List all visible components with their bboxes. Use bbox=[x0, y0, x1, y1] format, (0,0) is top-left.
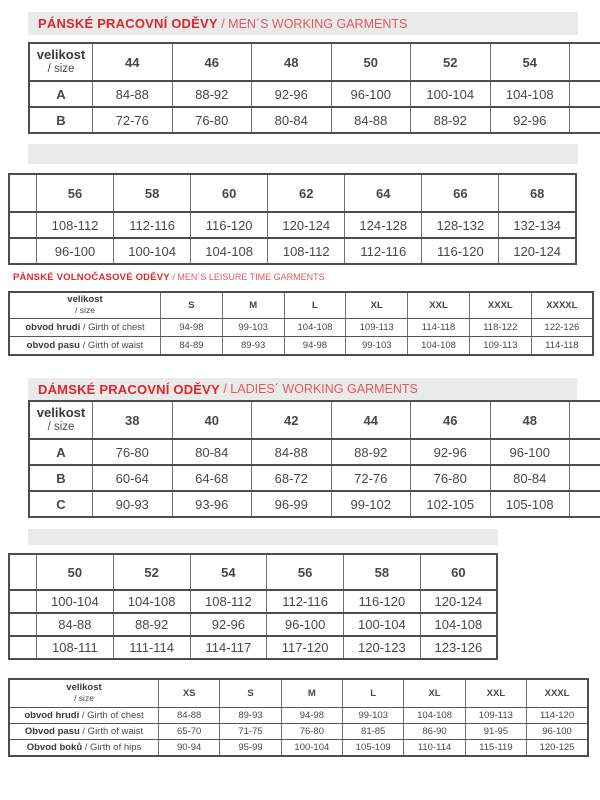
row-label-cz: obvod hrudi bbox=[25, 322, 81, 333]
size-value-cell: 94-98 bbox=[281, 708, 342, 724]
size-value-cell: 111-114 bbox=[113, 636, 190, 659]
ladies-measurements-table bbox=[8, 678, 589, 757]
row-label-cell bbox=[9, 319, 161, 337]
ladies-working-sizes-table-part1 bbox=[28, 400, 600, 518]
table-header-row bbox=[29, 43, 600, 81]
section-mens-working-title-bar bbox=[28, 12, 578, 35]
size-value-cell: 89-93 bbox=[222, 337, 284, 356]
size-column-header: 56 bbox=[37, 174, 114, 212]
mens-working-sizes-table-part1 bbox=[28, 42, 600, 134]
size-value-cell: 112-116 bbox=[114, 212, 191, 238]
size-column-header: 54 bbox=[490, 43, 570, 81]
size-value-cell: 108-111 bbox=[37, 636, 114, 659]
cut-stub-cell bbox=[570, 401, 600, 439]
size-value-cell: 99-102 bbox=[331, 491, 411, 517]
size-value-cell: 65-70 bbox=[159, 724, 220, 740]
cut-stub-cell bbox=[9, 212, 37, 238]
size-value-cell: 104-108 bbox=[490, 81, 570, 107]
table-data-row bbox=[9, 337, 593, 356]
cut-stub-cell bbox=[9, 613, 37, 636]
size-value-cell: 124-128 bbox=[345, 212, 422, 238]
corner-label-size: / size bbox=[47, 420, 75, 433]
section-mens-leisure-title-en: / MEN´S LEISURE TIME GARMENTS bbox=[169, 272, 325, 282]
size-value-cell: 84-88 bbox=[37, 613, 114, 636]
row-label-en: / Girth of waist bbox=[79, 726, 144, 737]
size-value-cell: 104-108 bbox=[420, 613, 497, 636]
row-label-cell bbox=[9, 708, 159, 724]
row-label-cz: Obvod boků bbox=[26, 742, 83, 753]
size-value-cell: 88-92 bbox=[331, 439, 411, 465]
size-value-cell: 96-100 bbox=[267, 613, 344, 636]
size-column-header: XXXL bbox=[527, 679, 588, 708]
ladies-working-table-part1-frame bbox=[28, 400, 600, 522]
size-column-header: XXL bbox=[465, 679, 526, 708]
size-column-header: L bbox=[343, 679, 404, 708]
size-value-cell: 100-104 bbox=[114, 238, 191, 264]
size-value-cell: 108-112 bbox=[190, 590, 267, 613]
cut-stub-cell bbox=[570, 43, 600, 81]
size-column-header: 50 bbox=[331, 43, 411, 81]
cut-stub-cell bbox=[9, 554, 37, 590]
size-value-cell: 91-95 bbox=[465, 724, 526, 740]
size-value-cell: 80-84 bbox=[172, 439, 252, 465]
size-column-header: 58 bbox=[344, 554, 421, 590]
mens-leisure-sizes-table bbox=[8, 291, 594, 356]
section-ladies-working-title-bar bbox=[28, 378, 577, 400]
size-corner-cell bbox=[9, 292, 161, 319]
size-value-cell: 88-92 bbox=[113, 613, 190, 636]
row-label-en: / Girth of chest bbox=[80, 322, 145, 333]
cut-stub-cell bbox=[9, 238, 37, 264]
row-label-cell bbox=[9, 724, 159, 740]
size-value-cell: 116-120 bbox=[344, 590, 421, 613]
size-corner-cell bbox=[9, 679, 159, 708]
row-label-cell: C bbox=[29, 491, 93, 517]
table-header-row bbox=[9, 292, 593, 319]
size-value-cell: 108-112 bbox=[268, 238, 345, 264]
cut-stub-cell bbox=[570, 491, 600, 517]
size-column-header: 68 bbox=[499, 174, 576, 212]
row-label-cell: B bbox=[29, 465, 93, 491]
cut-stub-cell bbox=[9, 174, 37, 212]
mens-working-table-part1-frame bbox=[28, 42, 600, 140]
size-value-cell: 104-108 bbox=[284, 319, 346, 337]
corner-label-size: / size bbox=[47, 62, 75, 75]
size-value-cell: 112-116 bbox=[345, 238, 422, 264]
ladies-working-sizes-table-part2 bbox=[8, 553, 498, 660]
size-column-header: XS bbox=[159, 679, 220, 708]
size-value-cell: 114-117 bbox=[190, 636, 267, 659]
size-corner-cell bbox=[29, 43, 93, 81]
size-value-cell: 76-80 bbox=[281, 724, 342, 740]
table-data-row bbox=[29, 491, 600, 517]
size-value-cell: 100-104 bbox=[281, 740, 342, 757]
size-value-cell: 80-84 bbox=[252, 107, 332, 133]
table-data-row bbox=[9, 319, 593, 337]
size-value-cell: 96-99 bbox=[252, 491, 332, 517]
corner-label-velikost: velikost bbox=[36, 404, 86, 420]
size-column-header: 48 bbox=[490, 401, 570, 439]
size-value-cell: 96-100 bbox=[527, 724, 588, 740]
size-value-cell: 105-108 bbox=[490, 491, 570, 517]
row-label-en: / Girth of waist bbox=[79, 340, 144, 351]
cut-stub-cell bbox=[9, 636, 37, 659]
corner-label-size: / size bbox=[75, 305, 95, 316]
separator-bar-2 bbox=[28, 529, 498, 545]
size-column-header: 66 bbox=[422, 174, 499, 212]
size-value-cell: 109-113 bbox=[469, 337, 531, 356]
corner-label-velikost: velikost bbox=[67, 294, 103, 306]
table-data-row bbox=[29, 81, 600, 107]
size-value-cell: 116-120 bbox=[191, 212, 268, 238]
size-value-cell: 104-108 bbox=[408, 337, 470, 356]
size-value-cell: 64-68 bbox=[172, 465, 252, 491]
size-column-header: M bbox=[281, 679, 342, 708]
section-mens-working-title-en: / MEN´S WORKING GARMENTS bbox=[217, 16, 408, 31]
cut-stub-cell bbox=[570, 439, 600, 465]
size-value-cell: 84-88 bbox=[93, 81, 173, 107]
row-label-en: / Girth of chest bbox=[79, 710, 144, 721]
size-column-header: 60 bbox=[191, 174, 268, 212]
size-column-header: 52 bbox=[411, 43, 491, 81]
size-value-cell: 116-120 bbox=[422, 238, 499, 264]
cut-stub-cell bbox=[9, 590, 37, 613]
table-header-row bbox=[9, 174, 576, 212]
corner-label-size: / size bbox=[74, 693, 94, 704]
size-column-header: 52 bbox=[113, 554, 190, 590]
corner-label-velikost: velikost bbox=[66, 682, 102, 694]
table-data-row bbox=[9, 708, 588, 724]
row-label-cell: B bbox=[29, 107, 93, 133]
size-value-cell: 120-124 bbox=[499, 238, 576, 264]
size-value-cell: 94-98 bbox=[161, 319, 223, 337]
row-label-cell bbox=[9, 740, 159, 757]
size-column-header: 54 bbox=[190, 554, 267, 590]
size-value-cell: 96-100 bbox=[490, 439, 570, 465]
size-value-cell: 93-96 bbox=[172, 491, 252, 517]
size-value-cell: 81-85 bbox=[343, 724, 404, 740]
size-value-cell: 72-76 bbox=[93, 107, 173, 133]
size-column-header: M bbox=[222, 292, 284, 319]
size-value-cell: 114-120 bbox=[527, 708, 588, 724]
size-column-header: S bbox=[161, 292, 223, 319]
corner-label-velikost: velikost bbox=[36, 46, 86, 62]
size-value-cell: 108-112 bbox=[37, 212, 114, 238]
size-value-cell: 84-88 bbox=[252, 439, 332, 465]
size-value-cell: 104-108 bbox=[113, 590, 190, 613]
size-value-cell: 110-114 bbox=[404, 740, 465, 757]
section-ladies-working-title-en: / LADIES´ WORKING GARMENTS bbox=[219, 382, 418, 396]
size-column-header: L bbox=[284, 292, 346, 319]
separator-bar-1 bbox=[28, 144, 578, 164]
size-value-cell: 92-96 bbox=[252, 81, 332, 107]
size-column-header: 42 bbox=[252, 401, 332, 439]
size-value-cell: 92-96 bbox=[490, 107, 570, 133]
size-value-cell: 89-93 bbox=[220, 708, 281, 724]
cut-stub-cell bbox=[570, 81, 600, 107]
size-value-cell: 105-109 bbox=[343, 740, 404, 757]
size-value-cell: 60-64 bbox=[93, 465, 173, 491]
cut-stub-cell bbox=[570, 107, 600, 133]
row-label-cell bbox=[9, 337, 161, 356]
size-value-cell: 99-103 bbox=[343, 708, 404, 724]
size-value-cell: 76-80 bbox=[93, 439, 173, 465]
row-label-cz: Obvod pasu bbox=[24, 726, 80, 737]
size-column-header: XXXL bbox=[469, 292, 531, 319]
size-column-header: 46 bbox=[172, 43, 252, 81]
size-value-cell: 117-120 bbox=[267, 636, 344, 659]
size-value-cell: 122-126 bbox=[531, 319, 593, 337]
section-mens-leisure-title bbox=[13, 270, 325, 284]
section-ladies-working-title-cz: DÁMSKÉ PRACOVNÍ ODĚVY bbox=[38, 381, 220, 397]
size-value-cell: 120-124 bbox=[268, 212, 345, 238]
row-label-cz: obvod hrudi bbox=[24, 710, 80, 721]
size-value-cell: 109-113 bbox=[346, 319, 408, 337]
cut-stub-cell bbox=[570, 465, 600, 491]
size-column-header: 62 bbox=[268, 174, 345, 212]
size-value-cell: 114-118 bbox=[408, 319, 470, 337]
size-value-cell: 94-98 bbox=[284, 337, 346, 356]
size-value-cell: 84-88 bbox=[331, 107, 411, 133]
size-column-header: 44 bbox=[331, 401, 411, 439]
table-data-row bbox=[29, 465, 600, 491]
size-value-cell: 115-119 bbox=[465, 740, 526, 757]
table-header-row bbox=[9, 554, 497, 590]
size-value-cell: 109-113 bbox=[465, 708, 526, 724]
table-data-row bbox=[9, 212, 576, 238]
row-label-cz: obvod pasu bbox=[26, 340, 80, 351]
size-value-cell: 120-123 bbox=[344, 636, 421, 659]
size-column-header: 64 bbox=[345, 174, 422, 212]
size-column-header: 56 bbox=[267, 554, 344, 590]
size-column-header: 50 bbox=[37, 554, 114, 590]
size-column-header: XL bbox=[404, 679, 465, 708]
table-data-row bbox=[9, 724, 588, 740]
size-corner-cell bbox=[29, 401, 93, 439]
row-label-cell: A bbox=[29, 439, 93, 465]
size-column-header: 58 bbox=[114, 174, 191, 212]
size-value-cell: 68-72 bbox=[252, 465, 332, 491]
size-value-cell: 88-92 bbox=[411, 107, 491, 133]
size-column-header: S bbox=[220, 679, 281, 708]
size-column-header: 44 bbox=[93, 43, 173, 81]
size-value-cell: 72-76 bbox=[331, 465, 411, 491]
mens-working-sizes-table-part2 bbox=[8, 173, 577, 265]
size-value-cell: 92-96 bbox=[411, 439, 491, 465]
size-value-cell: 92-96 bbox=[190, 613, 267, 636]
table-data-row bbox=[9, 636, 497, 659]
size-column-header: 48 bbox=[252, 43, 332, 81]
size-value-cell: 112-116 bbox=[267, 590, 344, 613]
size-value-cell: 128-132 bbox=[422, 212, 499, 238]
size-column-header: 60 bbox=[420, 554, 497, 590]
size-value-cell: 100-104 bbox=[37, 590, 114, 613]
size-value-cell: 88-92 bbox=[172, 81, 252, 107]
size-value-cell: 123-126 bbox=[420, 636, 497, 659]
row-label-en: / Girth of hips bbox=[82, 742, 142, 753]
table-header-row bbox=[9, 679, 588, 708]
size-value-cell: 102-105 bbox=[411, 491, 491, 517]
size-value-cell: 99-103 bbox=[222, 319, 284, 337]
size-value-cell: 96-100 bbox=[331, 81, 411, 107]
size-column-header: XXXXL bbox=[531, 292, 593, 319]
size-value-cell: 76-80 bbox=[172, 107, 252, 133]
section-mens-working-title-cz: PÁNSKÉ PRACOVNÍ ODĚVY bbox=[38, 16, 218, 31]
size-value-cell: 76-80 bbox=[411, 465, 491, 491]
table-header-row bbox=[29, 401, 600, 439]
size-value-cell: 100-104 bbox=[344, 613, 421, 636]
size-column-header: 38 bbox=[93, 401, 173, 439]
size-value-cell: 96-100 bbox=[37, 238, 114, 264]
size-value-cell: 71-75 bbox=[220, 724, 281, 740]
size-value-cell: 84-88 bbox=[159, 708, 220, 724]
size-value-cell: 104-108 bbox=[191, 238, 268, 264]
size-value-cell: 86-90 bbox=[404, 724, 465, 740]
size-value-cell: 120-125 bbox=[527, 740, 588, 757]
size-value-cell: 90-94 bbox=[159, 740, 220, 757]
size-value-cell: 84-89 bbox=[161, 337, 223, 356]
size-value-cell: 100-104 bbox=[411, 81, 491, 107]
size-column-header: 46 bbox=[411, 401, 491, 439]
table-data-row bbox=[29, 107, 600, 133]
size-value-cell: 99-103 bbox=[346, 337, 408, 356]
table-data-row bbox=[9, 740, 588, 757]
size-value-cell: 114-118 bbox=[531, 337, 593, 356]
size-value-cell: 90-93 bbox=[93, 491, 173, 517]
size-value-cell: 120-124 bbox=[420, 590, 497, 613]
size-column-header: XL bbox=[346, 292, 408, 319]
size-value-cell: 118-122 bbox=[469, 319, 531, 337]
size-value-cell: 80-84 bbox=[490, 465, 570, 491]
size-value-cell: 104-108 bbox=[404, 708, 465, 724]
table-data-row bbox=[9, 590, 497, 613]
table-data-row bbox=[9, 238, 576, 264]
size-column-header: XXL bbox=[408, 292, 470, 319]
size-value-cell: 95-99 bbox=[220, 740, 281, 757]
size-value-cell: 132-134 bbox=[499, 212, 576, 238]
table-data-row bbox=[9, 613, 497, 636]
row-label-cell: A bbox=[29, 81, 93, 107]
section-mens-leisure-title-cz: PÁNSKÉ VOLNOČASOVÉ ODĚVY bbox=[13, 271, 170, 283]
table-data-row bbox=[29, 439, 600, 465]
size-column-header: 40 bbox=[172, 401, 252, 439]
